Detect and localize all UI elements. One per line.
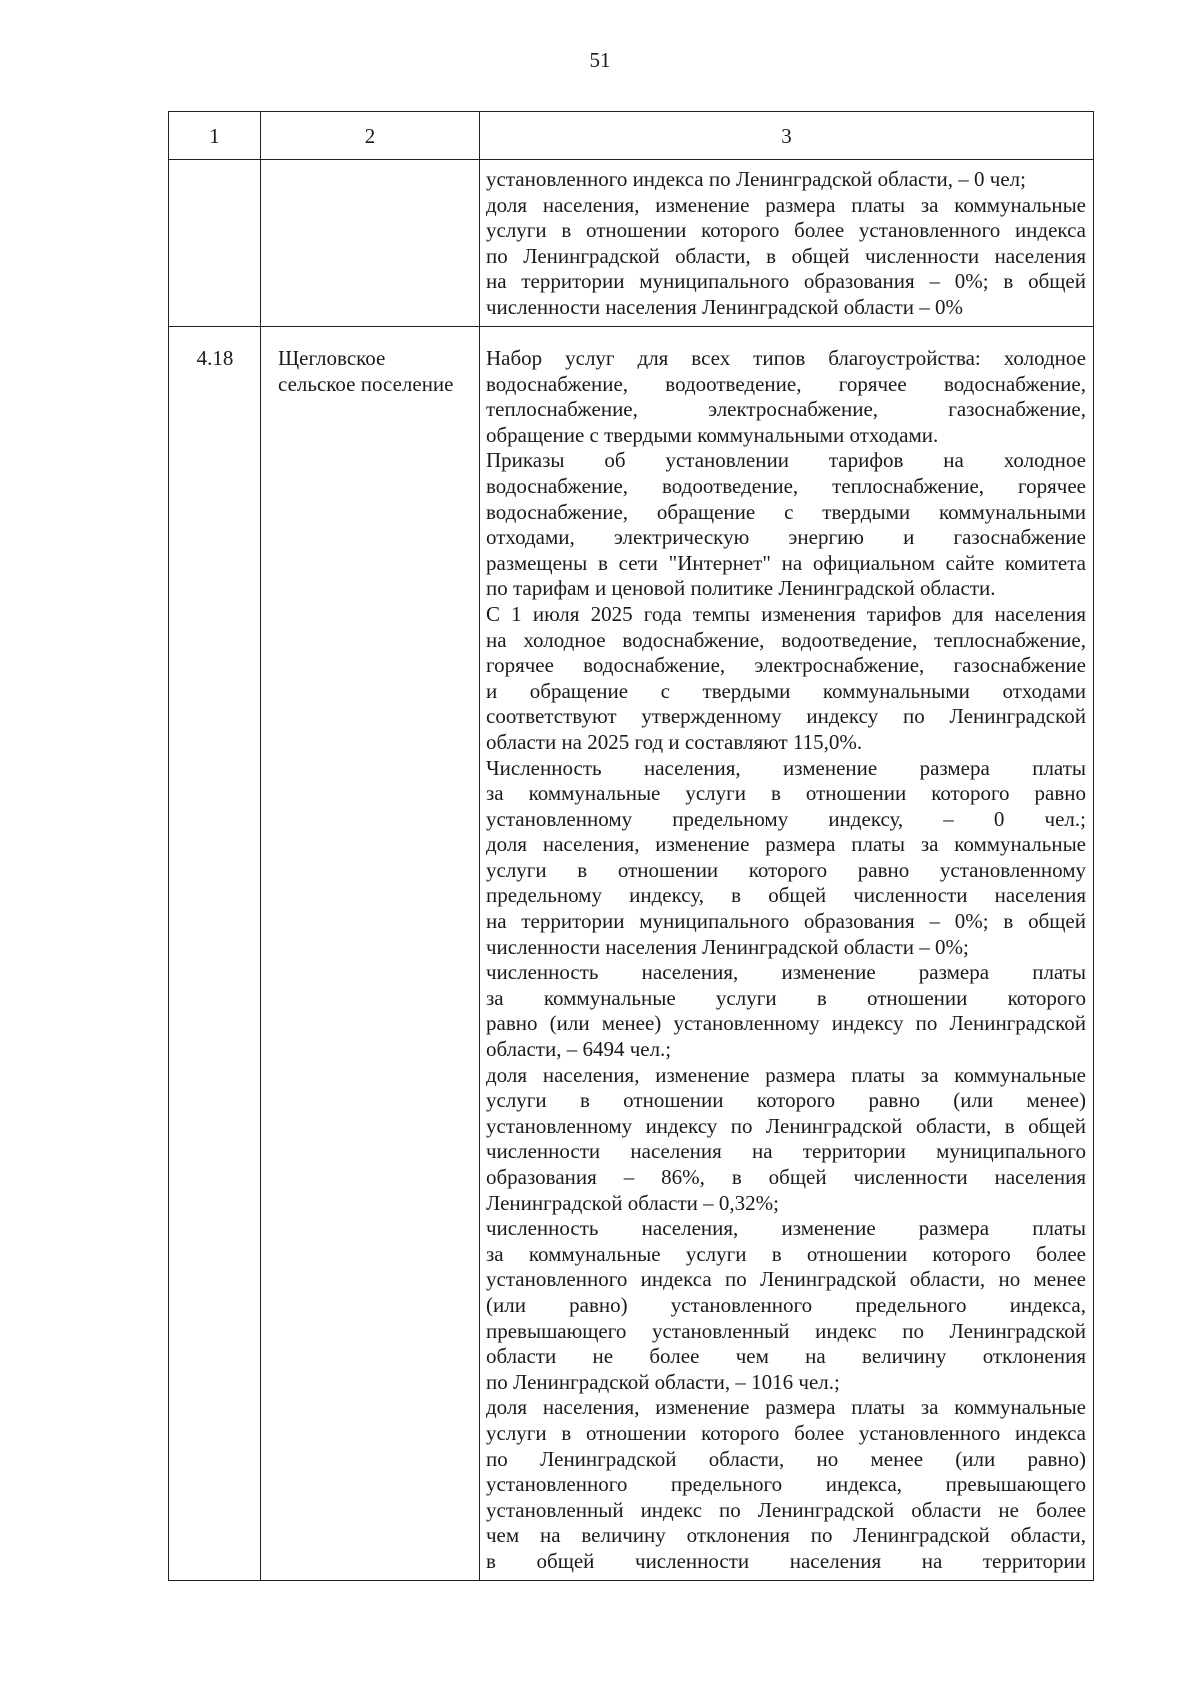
text-line: доля населения, изменение размера платы за коммунальные [486,1062,1086,1087]
text-line: по Ленинградской области, но менее (или равно) [486,1446,1086,1471]
text-line: на территории муниципального образования – 0%; в общей [486,269,1086,294]
row-divider [168,326,1094,327]
text-line: области на 2025 год и составляют 115,0%. [486,729,863,754]
table-border-top [168,111,1094,112]
text-line: по Ленинградской области, – 1016 чел.; [486,1369,840,1394]
text-line: предельному индексу, в общей численности населения [486,883,1086,908]
text-line: области, – 6494 чел.; [486,1037,672,1062]
text-line: за коммунальные услуги в отношении которого более [486,1241,1086,1266]
text-line: услуги в отношении которого равно установленному [486,857,1086,882]
text-line: за коммунальные услуги в отношении которого [486,985,1086,1010]
text-line: на территории муниципального образования – 0%; в общей [486,909,1086,934]
text-line: доля населения, изменение размера платы за коммунальные [486,832,1086,857]
text-line: образования – 86%, в общей численности населения [486,1165,1086,1189]
text-line: и обращение с твердыми коммунальными отходами [486,678,1086,703]
settlement-name-line: Щегловское [278,346,386,370]
text-line: водоснабжение, водоотведение, теплоснабжение, горячее [486,473,1086,498]
text-line: теплоснабжение, электроснабжение, газоснабжение, [486,397,1086,422]
text-line: за коммунальные услуги в отношении которого равно [486,781,1086,806]
text-line: по тарифам и ценовой политике Ленинградской области. [486,576,996,601]
text-line: услуги в отношении которого более установленного индекса [486,1420,1086,1445]
text-line: численности населения Ленинградской области – 0% [486,294,963,319]
settlement-name-line: сельское поселение [278,371,454,396]
column-header-2: 2 [364,124,376,148]
text-line: (или равно) установленного предельного индекса, [486,1292,1086,1317]
text-line: отходами, электрическую энергию и газоснабжение [486,525,1086,550]
text-line: соответствуют утвержденному индексу по Ленинградской [486,704,1086,729]
text-line: области не более чем на величину отклонения [486,1344,1086,1369]
header-divider [168,159,1094,160]
text-line: численность населения, изменение размера платы [486,960,1086,985]
page-number: 51 [589,48,611,72]
text-line: установленного индекса по Ленинградской области, – 0 чел; [486,167,1026,191]
column-header-3: 3 [781,124,792,148]
row-2-text [486,346,1086,1575]
text-line: установленного индекса по Ленинградской области, но менее [486,1267,1086,1292]
text-line: по Ленинградской области, в общей численности населения [486,243,1086,268]
row-1-text [486,167,1086,321]
text-line: численности населения на территории муниципального [486,1139,1086,1164]
text-line: установленному индексу по Ленинградской области, в общей [486,1113,1086,1138]
column-divider-1 [260,111,261,1581]
text-line: установленного предельного индекса, превышающего [486,1472,1086,1497]
text-line: водоснабжение, водоотведение, горячее водоснабжение, [486,371,1086,396]
column-divider-2 [479,111,480,1581]
text-line: в общей численности населения на территории [486,1548,1086,1573]
text-line: Ленинградской области – 0,32%; [486,1190,779,1215]
text-line: Набор услуг для всех типов благоустройства: холодное [486,346,1086,370]
text-line: горячее водоснабжение, электроснабжение, газоснабжение [486,653,1086,678]
text-line: численность населения, изменение размера платы [486,1216,1086,1241]
text-line: доля населения, изменение размера платы за коммунальные [486,192,1086,217]
text-line: услуги в отношении которого более установленного индекса [486,218,1086,243]
row-2-settlement-name [278,346,468,397]
text-line: доля населения, изменение размера платы за коммунальные [486,1395,1086,1420]
text-line: численности населения Ленинградской области – 0%; [486,934,969,959]
text-line: чем на величину отклонения по Ленинградской области, [486,1523,1086,1548]
text-line: установленному предельному индексу, – 0 чел.; [486,806,1086,831]
text-line: Численность населения, изменение размера платы [486,755,1086,780]
text-line: Приказы об установлении тарифов на холодное [486,448,1086,473]
text-line: С 1 июля 2025 года темпы изменения тарифов для населения [486,601,1086,626]
text-line: равно (или менее) установленному индексу по Ленинградской [486,1011,1086,1036]
table-border-right [1093,111,1094,1581]
text-line: превышающего установленный индекс по Ленинградской [486,1318,1086,1343]
text-line: на холодное водоснабжение, водоотведение, теплоснабжение, [486,627,1086,652]
table-border-left [168,111,169,1581]
text-line: услуги в отношении которого равно (или менее) [486,1088,1086,1113]
table-border-bottom [168,1580,1094,1581]
column-header-1: 1 [209,124,220,148]
text-line: установленный индекс по Ленинградской области не более [486,1497,1086,1522]
text-line: обращение с твердыми коммунальными отходами. [486,422,939,447]
row-2-number: 4.18 [196,346,234,370]
text-line: размещены в сети "Интернет" на официальном сайте комитета [486,550,1086,575]
text-line: водоснабжение, обращение с твердыми коммунальными [486,499,1086,524]
